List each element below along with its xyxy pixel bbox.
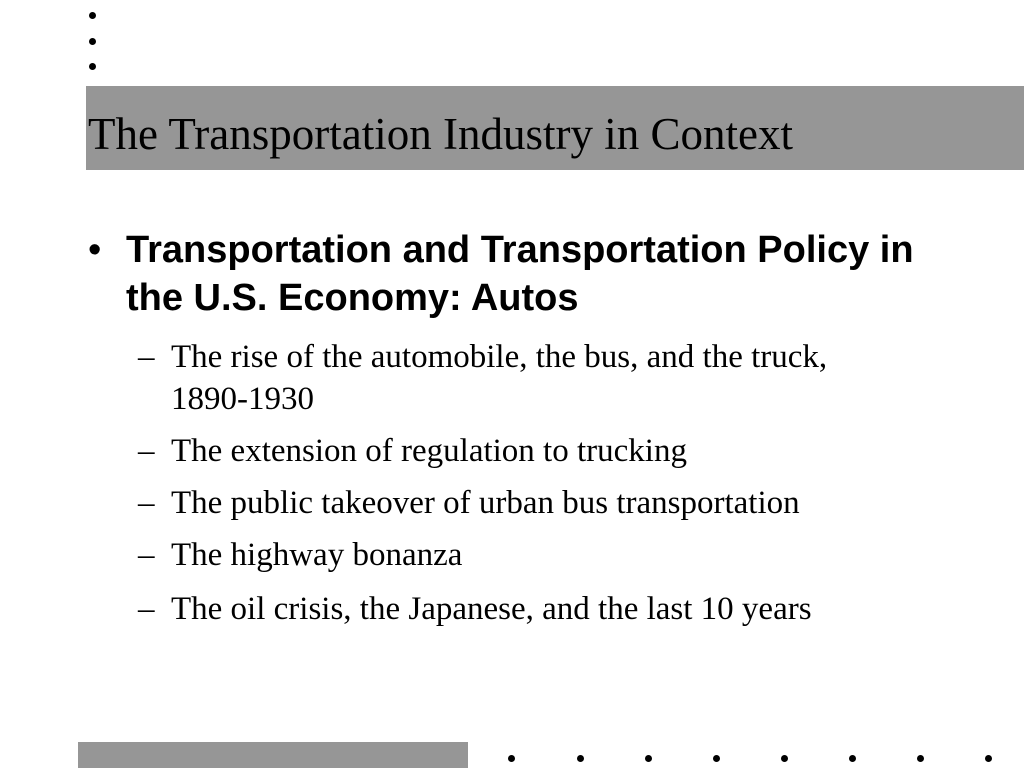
decorative-dot xyxy=(713,755,720,762)
sub-bullet-text: The public takeover of urban bus transportation xyxy=(171,485,800,521)
dash-marker: – xyxy=(138,339,155,375)
decorative-dot xyxy=(577,755,584,762)
decorative-dot xyxy=(917,755,924,762)
decorative-dot xyxy=(985,755,992,762)
decorative-dot xyxy=(89,63,96,70)
dash-marker: – xyxy=(138,433,155,469)
dash-marker: – xyxy=(138,537,155,573)
sub-bullet-item xyxy=(138,430,998,472)
decorative-dot xyxy=(508,755,515,762)
main-bullet-text: Transportation and Transportation Policy in the U.S. Economy: Autos xyxy=(126,229,914,319)
sub-bullet-text: The oil crisis, the Japanese, and the last 10 years xyxy=(171,591,812,627)
sub-bullet-item xyxy=(138,534,998,576)
sub-bullet-item xyxy=(138,588,898,630)
sub-bullet-item xyxy=(138,336,898,420)
sub-bullet-item xyxy=(138,482,998,524)
dash-marker: – xyxy=(138,485,155,521)
sub-bullet-text: The highway bonanza xyxy=(171,537,463,573)
sub-bullet-text: The extension of regulation to trucking xyxy=(171,433,687,469)
dash-marker: – xyxy=(138,591,155,627)
footer-bar xyxy=(78,742,468,768)
bullet-marker: • xyxy=(88,229,102,271)
decorative-dot xyxy=(89,38,96,45)
slide-title: The Transportation Industry in Context xyxy=(88,109,793,159)
decorative-dot xyxy=(89,12,96,19)
sub-bullet-text: The rise of the automobile, the bus, and the truck, 1890-1930 xyxy=(171,339,828,417)
decorative-dot xyxy=(645,755,652,762)
decorative-dot xyxy=(849,755,856,762)
decorative-dot xyxy=(781,755,788,762)
